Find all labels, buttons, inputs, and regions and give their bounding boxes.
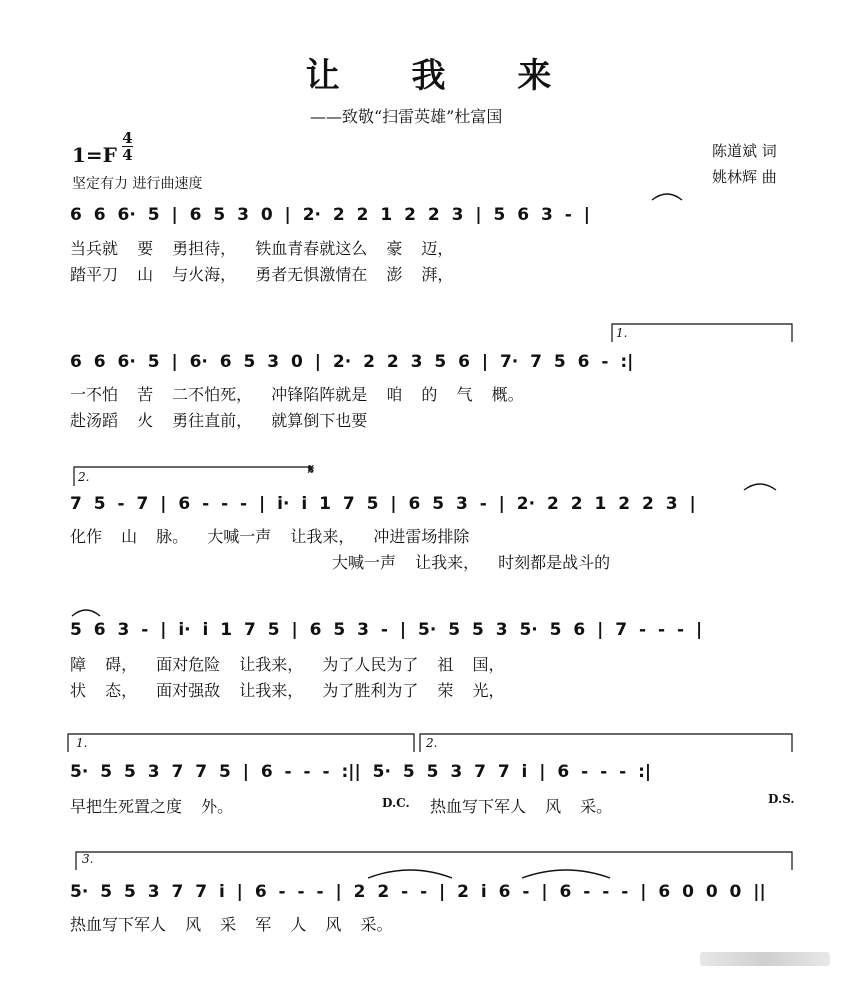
song-subtitle: ——致敬“扫雷英雄”杜富国: [310, 107, 503, 126]
row-1-lyrics-verse-2: 踏平刀 山 与火海， 勇者无惧激情在 澎 湃，: [70, 265, 454, 284]
row-2-volta: 1.: [616, 326, 628, 340]
volta-bracket-row-2: [612, 324, 792, 342]
row-3-lyrics-verse-2: 大喊一声 让我来， 时刻都是战斗的: [332, 553, 611, 572]
tempo-marking: 坚定有力 进行曲速度: [72, 176, 203, 192]
song-title: 让 我 来: [305, 56, 582, 96]
dc-marking: D.C.: [382, 796, 410, 810]
volta-bracket-row-3: [74, 467, 312, 486]
time-signature-top: 4: [122, 129, 133, 147]
segno-sign: 𝄋: [308, 462, 315, 478]
volta-bracket-row-6: [76, 852, 792, 870]
ds-marking: D.S.: [768, 792, 795, 806]
row-4-lyrics-verse-2: 状 态， 面对强敌 让我来， 为了胜利为了 荣 光，: [70, 681, 505, 700]
row-2-lyrics-verse-1: 一不怕 苦 二不怕死， 冲锋陷阵就是 咱 的 气 概。: [70, 385, 524, 404]
row-6-notes: 5· 5 5 3 7 7 i | 6 - - - | 2 2 - - | 2 i 6 - | 6 - - - | 6 0 0 0 ||: [70, 882, 766, 902]
key-signature: 1=F: [72, 143, 117, 167]
tie-row-6-a: [368, 870, 452, 878]
row-4-notes: 5 6 3 - | i· i 1 7 5 | 6 5 3 - | 5· 5 5 3 5· 5 6 | 7 - - - |: [70, 620, 703, 640]
time-signature-bottom: 4: [122, 146, 133, 164]
tie-row-3: [744, 484, 776, 490]
lyricist-credit: 陈道斌 词: [712, 142, 777, 160]
row-6-volta: 3.: [82, 852, 94, 866]
row-2-lyrics-verse-2: 赴汤蹈 火 勇往直前， 就算倒下也要: [70, 411, 368, 430]
volta-bracket-row-5-first: [68, 734, 414, 752]
row-1-lyrics-verse-1: 当兵就 要 勇担待， 铁血青春就这么 豪 迈，: [70, 239, 454, 258]
row-3-lyrics-verse-1: 化作 山 脉。 大喊一声 让我来， 冲进雷场排除: [70, 527, 470, 546]
row-6-lyrics: 热血写下军人 风 采 军 人 风 采。: [70, 915, 393, 934]
row-3-volta: 2.: [78, 470, 90, 484]
row-5-volta-1: 1.: [76, 736, 88, 750]
tie-row-4: [72, 610, 100, 616]
volta-bracket-row-5-second: [420, 734, 792, 752]
row-2-notes: 6 6 6· 5 | 6· 6 5 3 0 | 2· 2 2 3 5 6 | 7· 7 5 6 - :|: [70, 352, 634, 372]
row-3-notes: 7 5 - 7 | 6 - - - | i· i 1 7 5 | 6 5 3 - | 2· 2 2 1 2 2 3 |: [70, 494, 696, 514]
tie-row-1: [652, 194, 682, 200]
row-1-notes: 6 6 6· 5 | 6 5 3 0 | 2· 2 2 1 2 2 3 | 5 6 3 - |: [70, 205, 590, 225]
composer-credit: 姚林辉 曲: [712, 168, 777, 186]
row-5-notes: 5· 5 5 3 7 7 5 | 6 - - - :|| 5· 5 5 3 7 7 i | 6 - - - :|: [70, 762, 652, 782]
tie-row-6-b: [522, 870, 610, 878]
row-5-volta-2: 2.: [426, 736, 438, 750]
row-5-lyrics-verse-2: 热血写下军人 风 采。: [430, 797, 613, 816]
row-5-lyrics-verse-1: 早把生死置之度 外。: [70, 797, 234, 816]
row-4-lyrics-verse-1: 障 碍， 面对危险 让我来， 为了人民为了 祖 国，: [70, 655, 505, 674]
